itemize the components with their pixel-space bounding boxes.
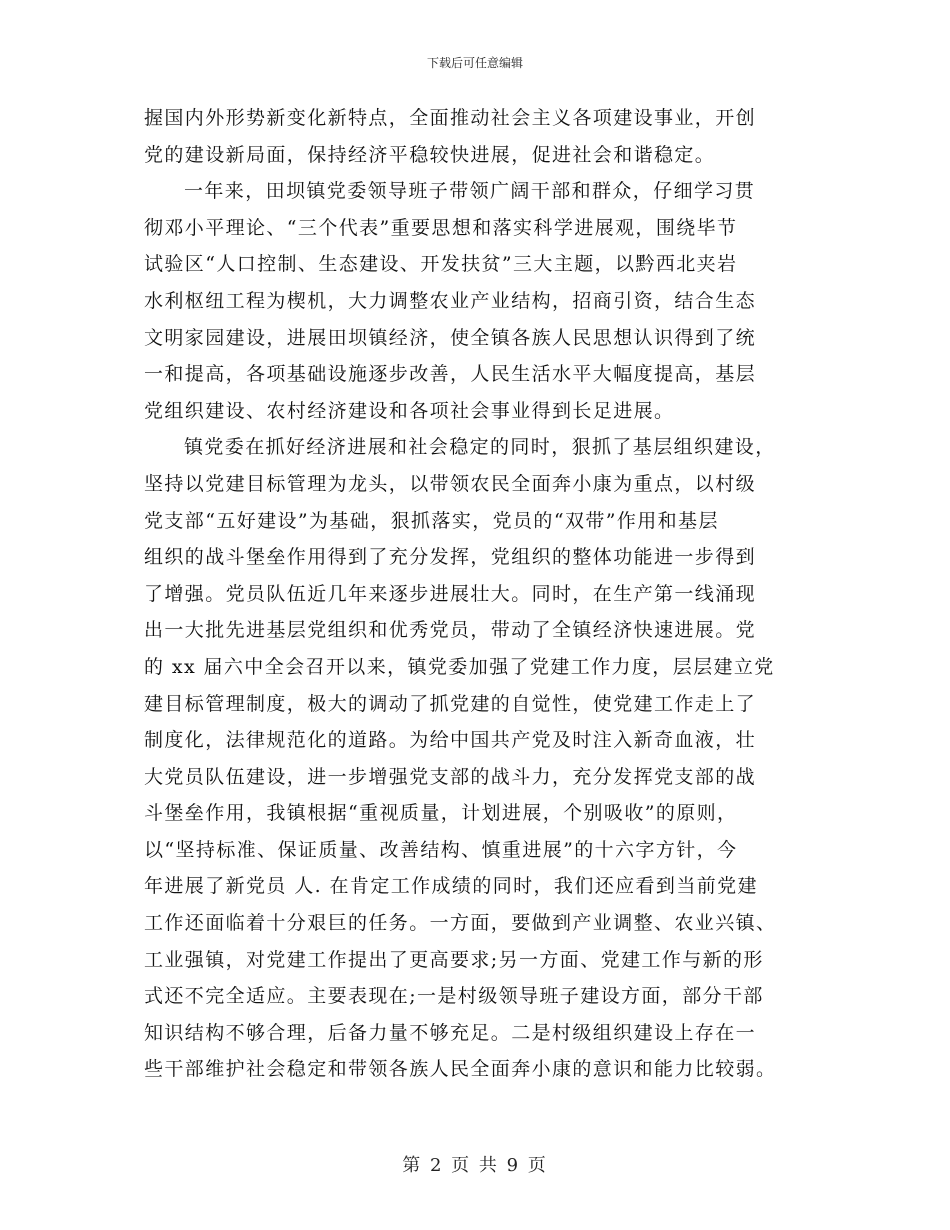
- text-line: 工业强镇，对党建工作提出了更高要求;另一方面、党建工作与新的形: [144, 948, 764, 971]
- text-line: 工作还面临着十分艰巨的任务。一方面，要做到产业调整、农业兴镇、: [144, 912, 777, 935]
- text-line: 党支部“五好建设”为基础，狠抓落实，党员的“双带”作用和基层: [144, 509, 719, 532]
- text-line: 式还不完全适应。主要表现在;一是村级领导班子建设方面，部分干部: [144, 985, 764, 1008]
- text-line: 制度化，法律规范化的道路。为给中国共产党及时注入新奇血液，壮: [144, 729, 757, 752]
- text-line: 坚持以党建目标管理为龙头，以带领农民全面奔小康为重点，以村级: [144, 472, 757, 495]
- text-line: 党的建设新局面，保持经济平稳较快进展，促进社会和谐稳定。: [144, 143, 716, 166]
- text-line: 党组织建设、农村经济建设和各项社会事业得到长足进展。: [144, 399, 675, 422]
- text-line: 水利枢纽工程为楔机，大力调整农业产业结构，招商引资，结合生态: [144, 289, 757, 312]
- header-note: 下载后可任意编辑: [426, 56, 523, 70]
- text-line: 出一大批先进基层党组织和优秀党员，带动了全镇经济快速进展。党: [144, 619, 757, 642]
- text-line: 的 xx 届六中全会召开以来，镇党委加强了党建工作力度，层层建立党: [144, 655, 775, 678]
- text-line: 些干部维护社会稳定和带领各族人民全面奔小康的意识和能力比较弱。: [144, 1058, 777, 1081]
- text-line: 以“坚持标准、保证质量、改善结构、慎重进展”的十六字方针，今: [144, 838, 738, 861]
- text-line: 一年来，田坝镇党委领导班子带领广阔干部和群众，仔细学习贯: [184, 180, 756, 203]
- text-line: 组织的战斗堡垒作用得到了充分发挥，党组织的整体功能进一步得到: [144, 546, 757, 569]
- text-line: 年进展了新党员 人. 在肯定工作成绩的同时，我们还应看到当前党建: [144, 875, 758, 898]
- text-line: 一和提高，各项基础设施逐步改善，人民生活水平大幅度提高，基层: [144, 363, 757, 386]
- page-number: 第 2 页 共 9 页: [402, 1155, 548, 1176]
- text-line: 镇党委在抓好经济进展和社会稳定的同时，狠抓了基层组织建设，: [184, 436, 776, 459]
- text-line: 文明家园建设，进展田坝镇经济，使全镇各族人民思想认识得到了统: [144, 326, 757, 349]
- text-line: 握国内外形势新变化新特点，全面推动社会主义各项建设事业，开创: [144, 107, 757, 129]
- document-body: [144, 100, 810, 1088]
- text-line: 斗堡垒作用，我镇根据“重视质量，计划进展，个别吸收”的原则，: [144, 802, 738, 825]
- text-line: 了增强。党员队伍近几年来逐步进展壮大。同时，在生产第一线涌现: [144, 582, 757, 605]
- text-line: 彻邓小平理论、“三个代表”重要思想和落实科学进展观，围绕毕节: [144, 216, 738, 239]
- text-line: 大党员队伍建设，进一步增强党支部的战斗力，充分发挥党支部的战: [144, 765, 757, 788]
- text-line: 知识结构不够合理，后备力量不够充足。二是村级组织建设上存在一: [144, 1021, 757, 1044]
- text-line: 试验区“人口控制、生态建设、开发扶贫”三大主题，以黔西北夹岩: [144, 253, 738, 276]
- text-line: 建目标管理制度，极大的调动了抓党建的自觉性，使党建工作走上了: [144, 692, 757, 715]
